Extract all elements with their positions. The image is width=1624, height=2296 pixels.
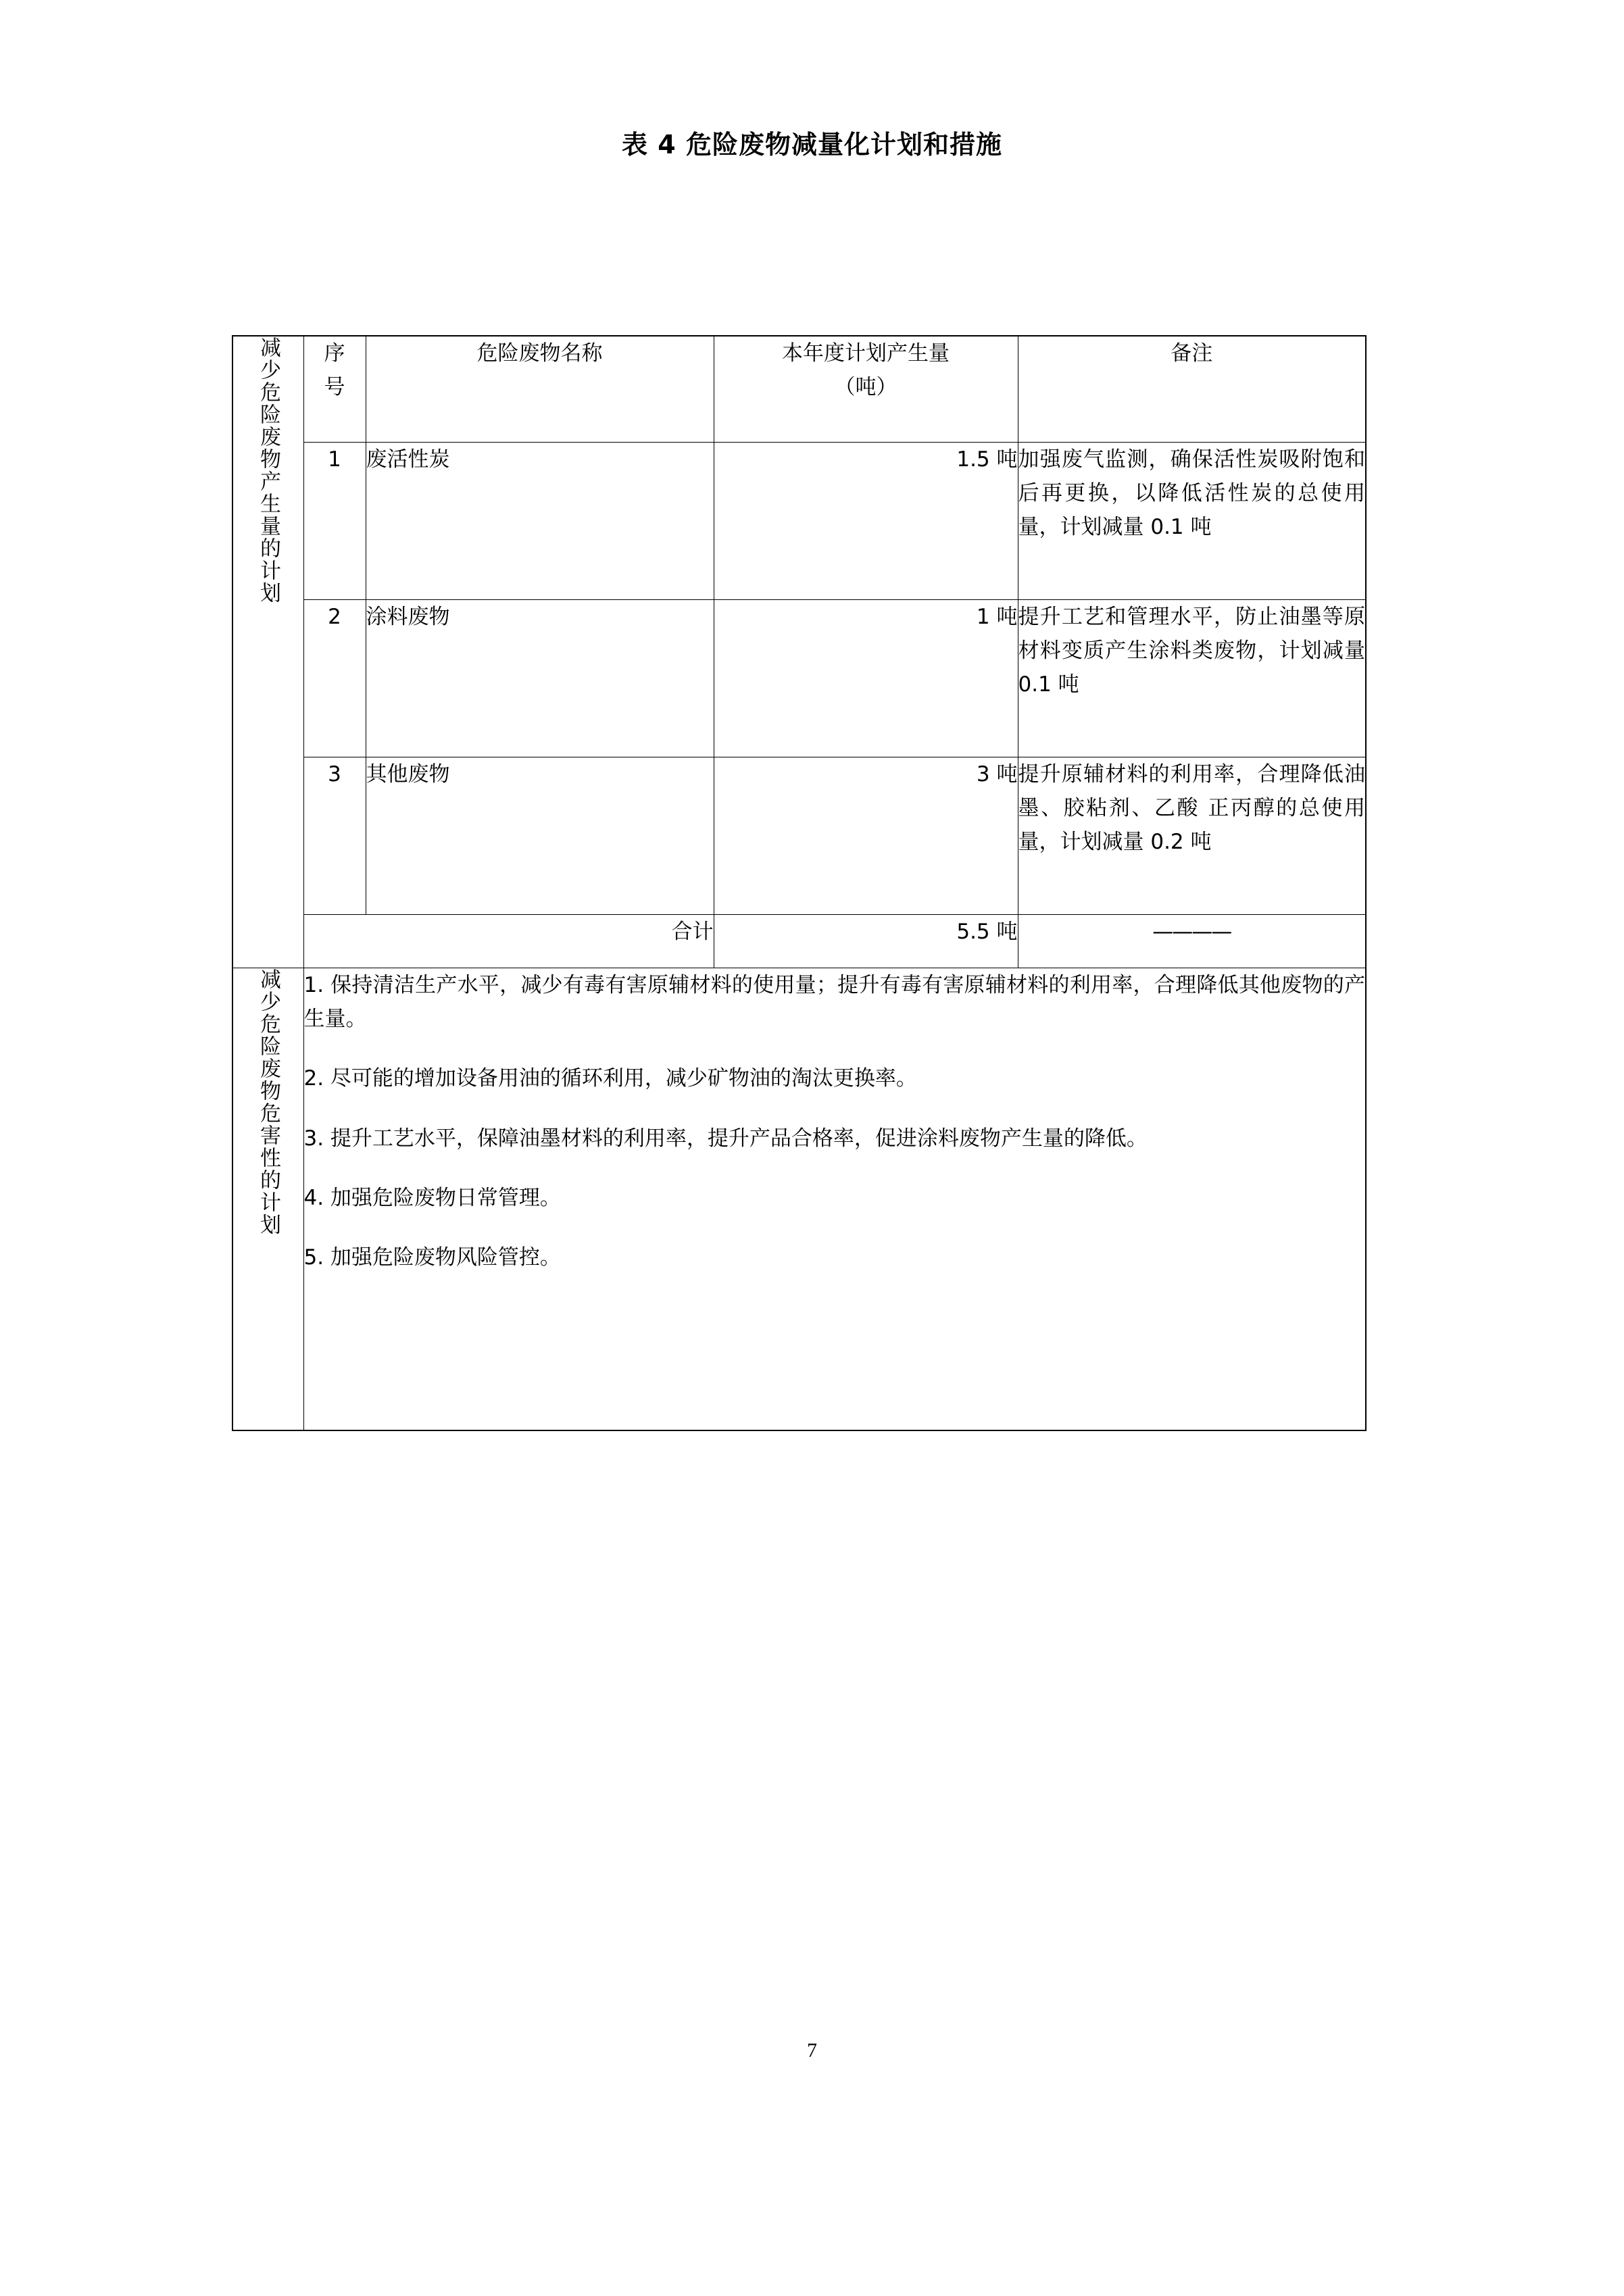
row-remark: 加强废气监测，确保活性炭吸附饱和后再更换，以降低活性炭的总使用量，计划减量 0.1 吨 (1018, 443, 1366, 600)
table-row (232, 757, 1366, 915)
column-header-index-line2: 号 (324, 375, 345, 400)
row-index: 3 (303, 757, 366, 915)
column-header-planned-amount-line1: 本年度计划产生量 (782, 341, 950, 366)
page-title: 表 4 危险废物减量化计划和措施 (622, 130, 1002, 159)
page-number: 7 (807, 2039, 817, 2062)
column-header-remark: 备注 (1018, 336, 1366, 443)
measure-item: 2. 尽可能的增加设备用油的循环利用，减少矿物油的淘汰更换率。 (303, 1066, 917, 1091)
row-planned-amount: 1 吨 (714, 600, 1018, 757)
hazardous-waste-reduction-table (232, 335, 1365, 1431)
measure-item: 4. 加强危险废物日常管理。 (303, 1185, 561, 1210)
row-remark: 提升工艺和管理水平，防止油墨等原材料变质产生涂料类废物，计划减量 0.1 吨 (1018, 600, 1366, 757)
measure-item: 5. 加强危险废物风险管控。 (303, 1245, 561, 1270)
row-remark: 提升原辅材料的利用率，合理降低油墨、胶粘剂、乙酸 正丙醇的总使用量，计划减量 0.2 吨 (1018, 757, 1366, 915)
measure-item: 3. 提升工艺水平，保障油墨材料的利用率，提升产品合格率，促进涂料废物产生量的降低。 (303, 1126, 1148, 1151)
row-index: 1 (303, 443, 366, 600)
total-label: 合计 (303, 915, 714, 968)
section-label-reduce-hazard-text: 减少危险废物危害性的计划 (256, 968, 281, 1236)
column-header-waste-name: 危险废物名称 (366, 336, 714, 443)
table-row (232, 600, 1366, 757)
measures-list (303, 968, 1366, 1431)
table-row (232, 443, 1366, 600)
row-waste-name: 涂料废物 (366, 600, 714, 757)
measures-row (232, 968, 1366, 1431)
row-planned-amount: 1.5 吨 (714, 443, 1018, 600)
table-total-row (232, 915, 1366, 968)
row-waste-name: 其他废物 (366, 757, 714, 915)
total-remark-dash: ———— (1018, 915, 1366, 968)
column-header-index (303, 336, 366, 443)
total-amount: 5.5 吨 (714, 915, 1018, 968)
measure-item: 1. 保持清洁生产水平，减少有毒有害原辅材料的使用量；提升有毒有害原辅材料的利用率，合理降低其他废物的产生量。 (303, 973, 1365, 1032)
section-label-reduce-hazard (232, 968, 303, 1431)
table (232, 335, 1367, 1431)
section-label-reduce-generation (232, 336, 303, 968)
row-waste-name: 废活性炭 (366, 443, 714, 600)
column-header-index-line1: 序 (324, 341, 345, 366)
row-planned-amount: 3 吨 (714, 757, 1018, 915)
column-header-planned-amount-line2: （吨） (834, 375, 897, 400)
row-index: 2 (303, 600, 366, 757)
table-header-row (232, 336, 1366, 443)
column-header-planned-amount (714, 336, 1018, 443)
section-label-reduce-generation-text: 减少危险废物产生量的计划 (256, 336, 281, 604)
